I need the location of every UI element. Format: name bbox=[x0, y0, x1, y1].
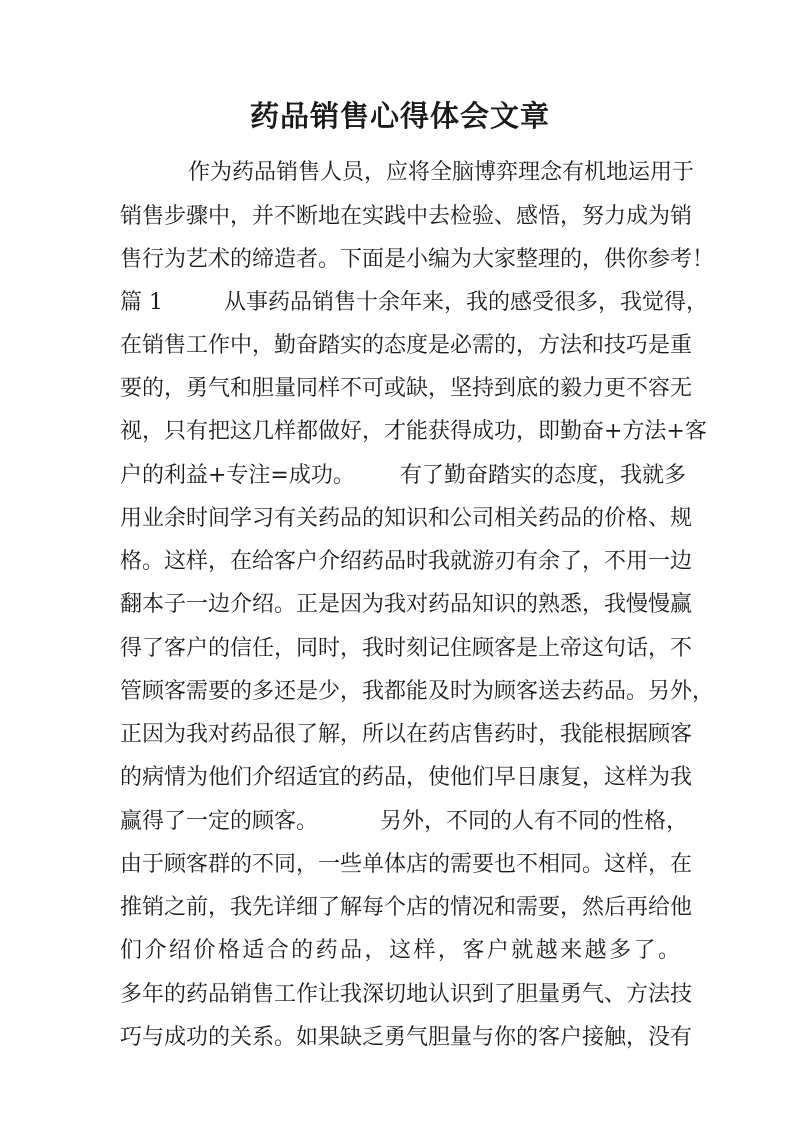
section-label: 篇 1 bbox=[120, 290, 163, 315]
paragraph-line: 视，只有把这几样都做好，才能获得成功，即勤奋+方法+客 bbox=[120, 419, 707, 444]
paragraph-line: 赢得了一定的顾客。 bbox=[120, 809, 319, 834]
paragraph-line: 多年的药品销售工作让我深切地认识到了胆量勇气、方法技 bbox=[120, 982, 693, 1007]
paragraph-line: 从事药品销售十余年来，我的感受很多，我觉得， bbox=[224, 290, 709, 315]
paragraph-line: 由于顾客群的不同，一些单体店的需要也不相同。这样，在 bbox=[120, 852, 693, 877]
paragraph-line: 有了勤奋踏实的态度，我就多 bbox=[400, 463, 687, 488]
paragraph-line: 户的利益+专注=成功。 bbox=[120, 463, 355, 488]
paragraph-line: 们介绍价格适合的药品，这样，客户就越来越多了。 bbox=[120, 938, 680, 963]
paragraph-line: 要的，勇气和胆量同样不可或缺，坚持到底的毅力更不容无 bbox=[120, 376, 693, 401]
paragraph-line: 作为药品销售人员，应将全脑博弈理念有机地运用于 bbox=[188, 160, 695, 185]
paragraph-line: 得了客户的信任，同时，我时刻记住顾客是上帝这句话，不 bbox=[120, 636, 693, 661]
paragraph-line: 销售步骤中，并不断地在实践中去检验、感悟，努力成为销 bbox=[120, 204, 693, 229]
paragraph-line: 管顾客需要的多还是少，我都能及时为顾客送去药品。另外， bbox=[120, 679, 715, 704]
paragraph-line: 售行为艺术的缔造者。下面是小编为大家整理的，供你参考！ bbox=[120, 247, 715, 272]
paragraph-line: 在销售工作中，勤奋踏实的态度是必需的，方法和技巧是重 bbox=[120, 333, 693, 358]
paragraph-line: 巧与成功的关系。如果缺乏勇气胆量与你的客户接触，没有 bbox=[120, 1025, 693, 1050]
paragraph-line: 正因为我对药品很了解，所以在药店售药时，我能根据顾客 bbox=[120, 722, 693, 747]
paragraph-line: 翻本子一边介绍。正是因为我对药品知识的熟悉，我慢慢赢 bbox=[120, 592, 693, 617]
paragraph-line: 的病情为他们介绍适宜的药品，使他们早日康复，这样为我 bbox=[120, 765, 693, 790]
paragraph-line: 格。这样，在给客户介绍药品时我就游刃有余了，不用一边 bbox=[120, 549, 693, 574]
paragraph-line: 用业余时间学习有关药品的知识和公司相关药品的价格、规 bbox=[120, 506, 693, 531]
paragraph-line: 另外，不同的人有不同的性格， bbox=[380, 809, 689, 834]
paragraph-line: 推销之前，我先详细了解每个店的情况和需要，然后再给他 bbox=[120, 895, 693, 920]
page-title: 药品销售心得体会文章 bbox=[249, 99, 550, 133]
